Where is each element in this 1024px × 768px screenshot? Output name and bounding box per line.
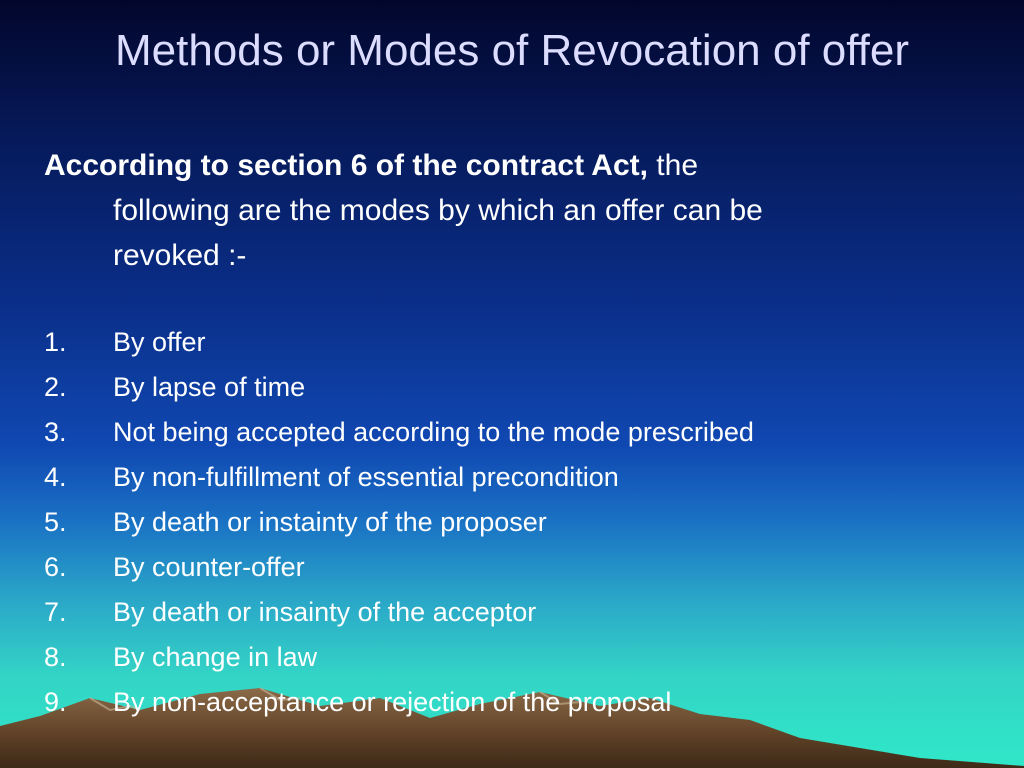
list-item bbox=[44, 455, 984, 500]
intro-line-3: revoked :- bbox=[113, 239, 247, 272]
list-item-text: By non-fulfillment of essential precondition bbox=[113, 462, 619, 492]
revocation-modes-list bbox=[44, 320, 984, 725]
intro-line-2: following are the modes by which an offer can be bbox=[113, 194, 763, 227]
list-item-number: 6. bbox=[44, 552, 67, 582]
list-item-number: 8. bbox=[44, 642, 67, 672]
intro-first-line-rest: the bbox=[647, 149, 699, 182]
list-item-text: By offer bbox=[113, 327, 206, 357]
list-item-number: 2. bbox=[44, 372, 67, 402]
list-item-text: By lapse of time bbox=[113, 372, 306, 402]
list-item bbox=[44, 545, 984, 590]
list-item bbox=[44, 680, 984, 725]
list-item bbox=[44, 365, 984, 410]
list-item bbox=[44, 635, 984, 680]
list-item-number: 5. bbox=[44, 507, 67, 537]
list-item-text: By change in law bbox=[113, 642, 318, 672]
list-item-number: 4. bbox=[44, 462, 67, 492]
list-item-text: By death or insainty of the acceptor bbox=[113, 597, 537, 627]
list-item-text: By counter-offer bbox=[113, 552, 305, 582]
list-item bbox=[44, 590, 984, 635]
list-item bbox=[44, 500, 984, 545]
list-item-number: 3. bbox=[44, 417, 67, 447]
list-item-number: 7. bbox=[44, 597, 67, 627]
list-item-text: Not being accepted according to the mode prescribed bbox=[113, 417, 754, 447]
slide-title: Methods or Modes of Revocation of offer bbox=[114, 26, 910, 75]
intro-paragraph bbox=[44, 143, 984, 278]
list-item-number: 1. bbox=[44, 327, 67, 357]
list-item bbox=[44, 410, 984, 455]
intro-lead: According to section 6 of the contract Act, bbox=[44, 149, 648, 182]
list-item bbox=[44, 320, 984, 365]
list-item-text: By non-acceptance or rejection of the proposal bbox=[113, 687, 672, 717]
list-item-text: By death or instainty of the proposer bbox=[113, 507, 547, 537]
list-item-number: 9. bbox=[44, 687, 67, 717]
